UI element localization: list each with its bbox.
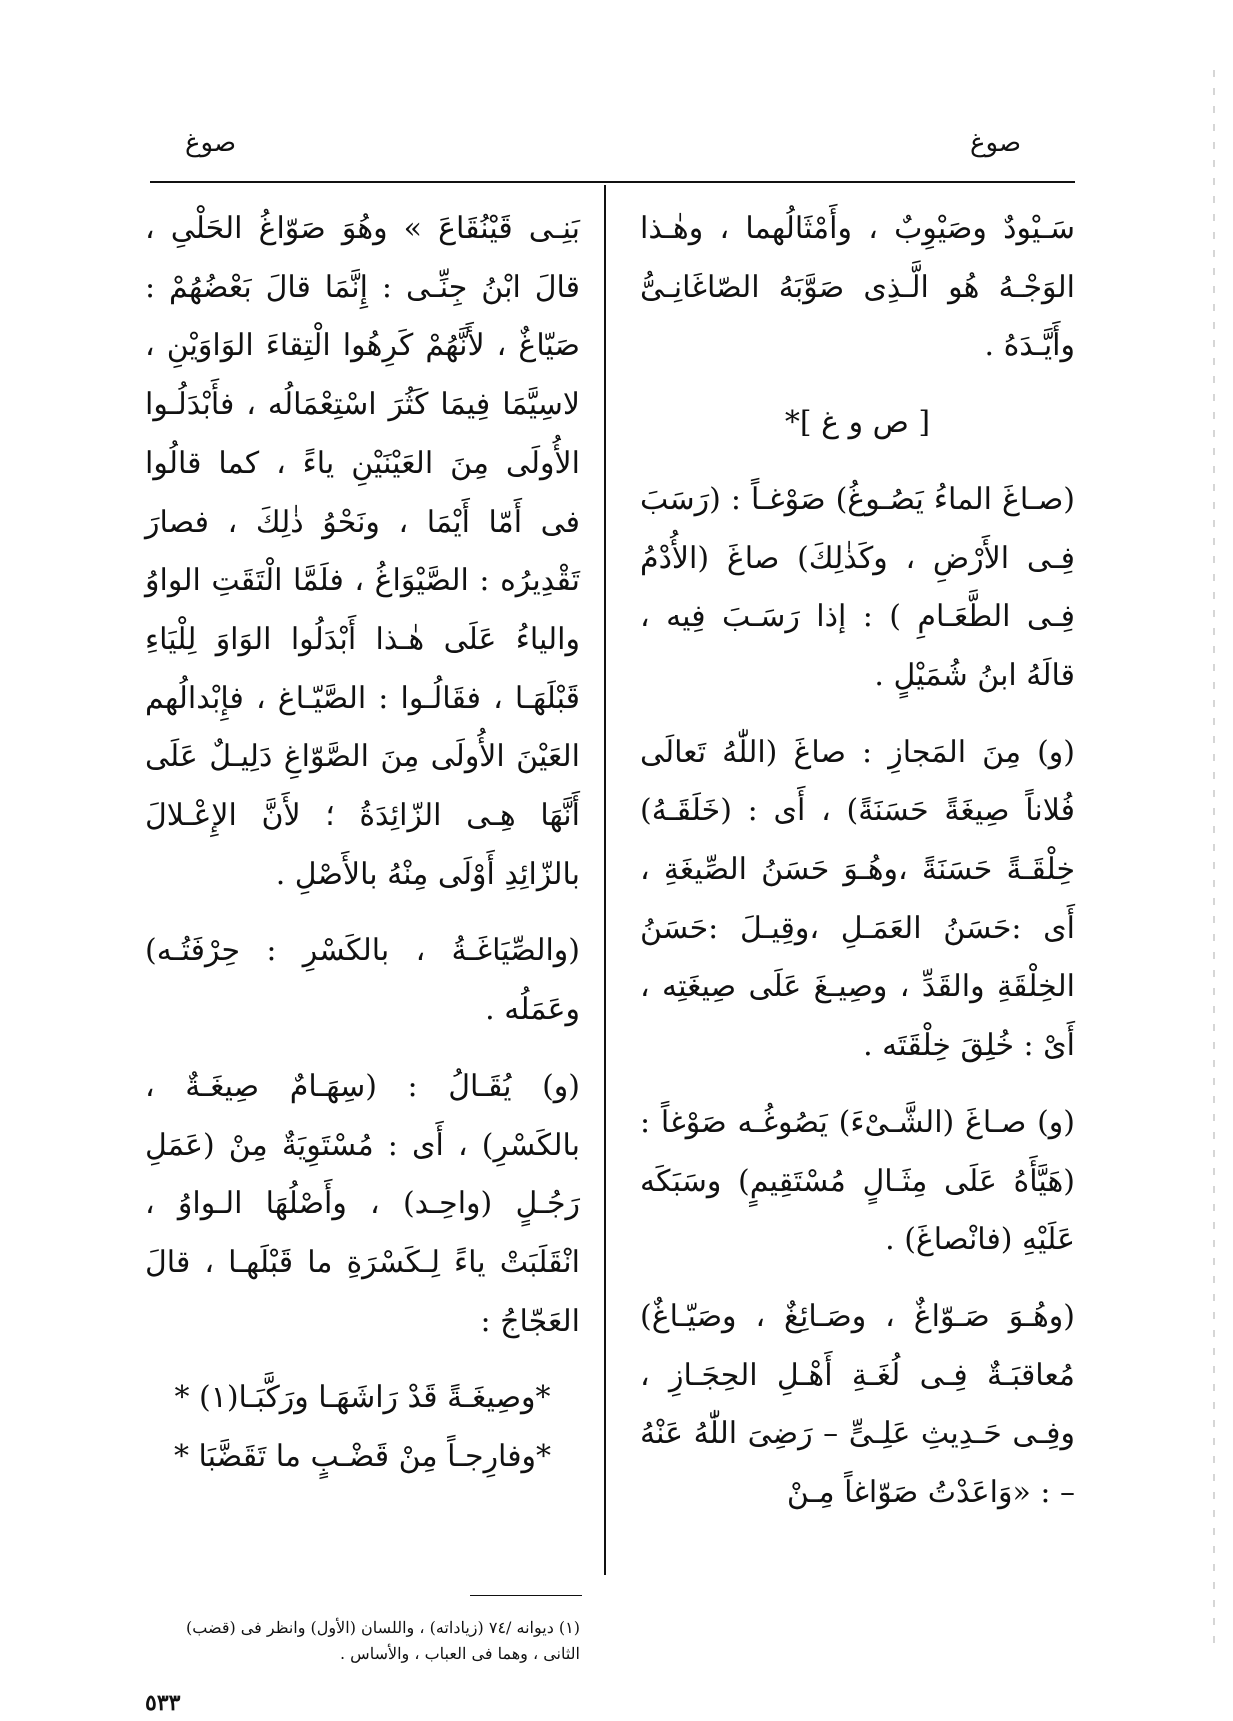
left-column [145, 200, 580, 1487]
header-rule [150, 181, 1075, 183]
paragraph: (و) صـاغَ (الشَّـىْءَ) يَصُوغُـه صَوْغاً : (هَيَّأَهُ عَلَى مِثَـالٍ مُسْتَقِيمٍ) وسَبَكَه عَلَيْهِ (فانْصاغَ) . [640, 1104, 1075, 1258]
column-divider [604, 185, 606, 1575]
paragraph: سَـيْودٌ وصَيْوِبٌ ، وأَمْثَالُهما ، وهٰـذا الوَجْـهُ هُو الَّـذِى صَوَّبَهُ الصّاغَانِـىُّ وأَيَّـدَهُ . [640, 211, 1075, 364]
page-number: ٥٣٣ [145, 1690, 181, 1716]
verse-line: *وفارِجـاً مِنْ قَضْـبٍ ما تَقَضَّبَا * [173, 1439, 552, 1475]
entry-heading: [ ص و غ ]* [784, 405, 931, 441]
paragraph: (وهُـوَ صَـوّاغٌ ، وصَـائِغٌ ، وصَيّـاغٌ) مُعاقبَـةٌ فِـى لُغَـةِ أَهْـلِ الحِجَـازِ ، وفِـى حَـدِيثِ عَلِـىٍّ – رَضِىَ اللّٰهُ عَنْهُ – : «وَاعَدْتُ صَوّاغاً مِـنْ [640, 1298, 1075, 1511]
paragraph: (و) مِنَ المَجازِ : صاغَ (اللّٰهُ تَعالَى فُلاناً صِيغَةً حَسَنَةً) ، أَى : (خَلَقَـهُ) خِلْقَـةً حَسَنَةً ،وهُـوَ حَسَنُ الصِّيغَةِ ، أَى :حَسَنُ العَمَـلِ ،وقِيـلَ :حَسَنُ الخِلْقَةِ والقَدِّ ، وصِيـغَ عَلَى صِيغَتِه ، أَىْ : خُلِقَ خِلْقَتَه . [640, 734, 1075, 1064]
running-header-right: صوغ [970, 128, 1022, 158]
paragraph: (والصِّيَاغَـةُ ، بالكَسْرِ : حِرْفَتُـه) وعَمَلُه . [145, 933, 580, 1028]
paragraph: (و) يُقَـالُ : (سِهَـامٌ صِيغَـةٌ ، بالكَسْرِ) ، أَى : مُسْتَوِيَةٌ مِنْ (عَمَلِ رَجُـلٍ (واحِـد) ، وأَصْلُهَا الـواوُ ، انْقَلَبَتْ ياءً لِـكَسْرَةِ ما قَبْلَهـا ، قالَ العَجّاجُ : [145, 1068, 580, 1339]
footnote: (١) ديوانه /٧٤ (زياداته) ، واللسان (الأول) وانظر فى (قضب) الثانى ، وهما فى العباب ، والأساس . [186, 1618, 580, 1663]
right-column [640, 200, 1075, 1541]
paragraph: (صـاغَ الماءُ يَصُـوغُ) صَوْغـاً : (رَسَبَ فِـى الأَرْضِ ، وكَذٰلِكَ) صاغَ (الأُدْمُ فِـى الطَّعَـامِ ) : إذا رَسَـبَ فِيه ، قالَهُ ابنُ شُمَيْلٍ . [640, 481, 1075, 693]
footnote-rule [470, 1595, 582, 1596]
scan-edge-marks [1213, 70, 1215, 1650]
running-header-left: صوغ [185, 128, 237, 158]
verse-line: *وصِيغَـةً قَدْ رَاشَهَـا ورَكَّبَـا(١) * [174, 1380, 551, 1416]
paragraph: بَنِـى قَيْنُقَاعَ » وهُوَ صَوّاغُ الحَلْىِ ، قالَ ابْنُ جِنِّـى : إِنَّمَا قالَ بَعْضُهُمْ : صَيّاغٌ ، لأَنَّهُمْ كَرِهُوا الْتِقاءَ الوَاوَيْنِ ، لاسِيَّمَا فِيمَا كَثُرَ اسْتِعْمَالُه ، فأَبْدَلُـوا الأُولَى مِنَ العَيْنَيْنِ ياءً ، كما قالُوا فى أَمّا أَيْمَا ، ونَحْوُ ذٰلِكَ ، فصارَ تَقْدِيرُه : الصَّيْوَاغُ ، فلَمَّا الْتَقَتِ الواوُ والياءُ عَلَى هٰـذا أَبْدَلُوا الوَاوَ لِلْيَاءِ قَبْلَهَـا ، فقَالُـوا : الصَّيّـاغ ، فإِبْدالُهم العَيْنَ الأُولَى مِنَ الصَّوّاغِ دَلِيـلٌ عَلَى أَنَّهَا هِـى الزّائِدَةُ ؛ لأَنَّ الإِعْـلالَ بالزّائِدِ أَوْلَى مِنْهُ بالأَصْلِ . [145, 211, 580, 892]
